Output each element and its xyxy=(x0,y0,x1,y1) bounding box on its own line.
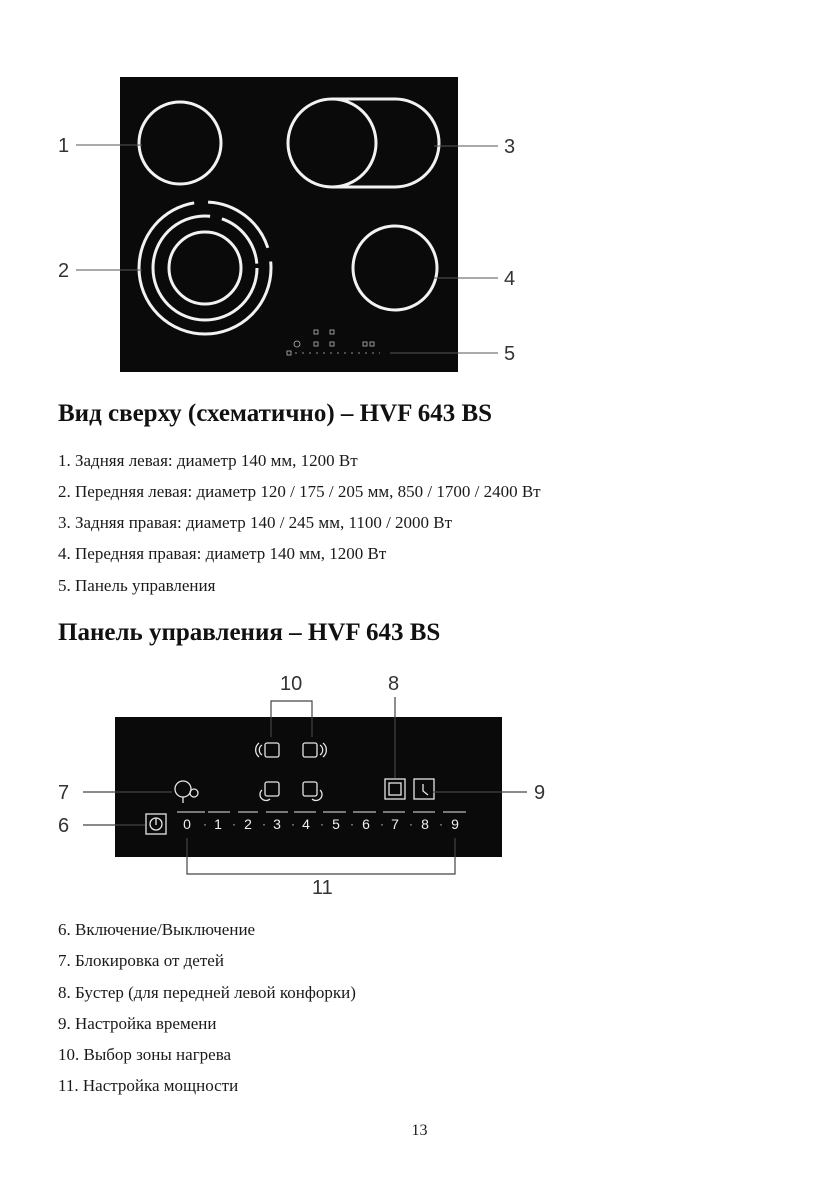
power-level-9: 9 xyxy=(451,816,459,832)
list-item: 2. Передняя левая: диаметр 120 / 175 / 205 мм, 850 / 1700 / 2400 Вт xyxy=(58,482,541,501)
control-panel-surface xyxy=(115,717,502,857)
power-level-0: 0 xyxy=(183,816,191,832)
list-item: 9. Настройка времени xyxy=(58,1014,217,1033)
svg-text:·: · xyxy=(439,817,443,831)
power-level-8: 8 xyxy=(421,816,429,832)
callout-5: 5 xyxy=(504,343,516,365)
svg-text:·: · xyxy=(409,817,413,831)
power-level-2: 2 xyxy=(244,816,252,832)
callout-3: 3 xyxy=(504,136,516,158)
power-level-5: 5 xyxy=(332,816,340,832)
list-item: 7. Блокировка от детей xyxy=(58,951,224,970)
list-item: 3. Задняя правая: диаметр 140 / 245 мм, 1100 / 2000 Вт xyxy=(58,513,453,532)
callout-4: 4 xyxy=(504,268,516,290)
svg-text:·: · xyxy=(380,817,384,831)
power-level-7: 7 xyxy=(391,816,399,832)
callout-8: 8 xyxy=(388,673,400,695)
svg-text:·: · xyxy=(291,817,295,831)
callout-6: 6 xyxy=(58,815,70,837)
power-level-4: 4 xyxy=(302,816,310,832)
list-item: 4. Передняя правая: диаметр 140 мм, 1200 Вт xyxy=(58,544,387,563)
list-item: 6. Включение/Выключение xyxy=(58,920,256,939)
callout-10: 10 xyxy=(280,673,303,695)
callout-1: 1 xyxy=(58,135,70,157)
callout-9: 9 xyxy=(534,782,546,804)
page-number: 13 xyxy=(411,1122,428,1139)
list-item: 1. Задняя левая: диаметр 140 мм, 1200 Вт xyxy=(58,451,358,470)
list-item: 11. Настройка мощности xyxy=(58,1076,239,1095)
svg-text:·: · xyxy=(203,817,207,831)
power-level-1: 1 xyxy=(214,816,222,832)
svg-text:·: · xyxy=(262,817,266,831)
control-panel-diagram xyxy=(0,665,839,905)
callout-7: 7 xyxy=(58,782,70,804)
svg-text:·: · xyxy=(232,817,236,831)
cooktop-diagram xyxy=(0,0,839,385)
svg-text:·: · xyxy=(320,817,324,831)
callout-2: 2 xyxy=(58,260,70,282)
section-title-top-view: Вид сверху (схематично) – HVF 643 BS xyxy=(58,400,493,427)
power-level-6: 6 xyxy=(362,816,370,832)
power-level-3: 3 xyxy=(273,816,281,832)
list-item: 8. Бустер (для передней левой конфорки) xyxy=(58,983,356,1002)
section-title-control-panel: Панель управления – HVF 643 BS xyxy=(58,619,441,646)
svg-text:·: · xyxy=(350,817,354,831)
cooktop-surface xyxy=(120,77,458,372)
list-item: 10. Выбор зоны нагрева xyxy=(58,1045,232,1064)
list-item: 5. Панель управления xyxy=(58,576,216,595)
callout-11: 11 xyxy=(312,877,333,899)
